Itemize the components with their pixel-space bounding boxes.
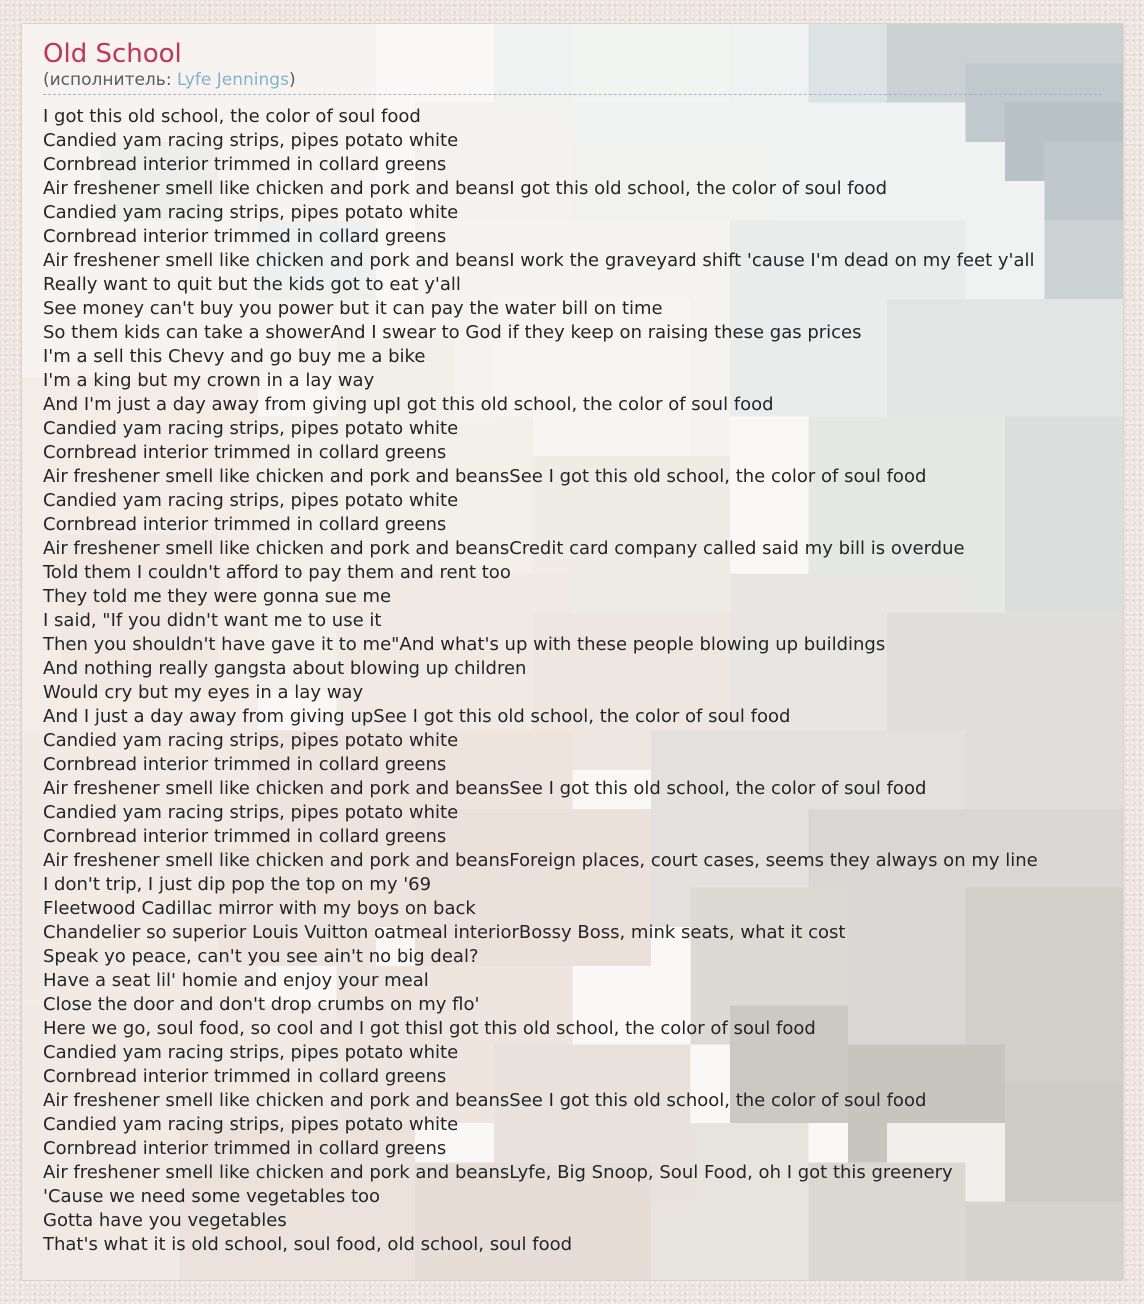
lyric-line: Cornbread interior trimmed in collard greens (43, 514, 447, 535)
lyric-line: Speak yo peace, can't you see ain't no big deal? (43, 946, 479, 967)
lyric-line: Air freshener smell like chicken and pork and beansCredit card company called said my bill is overdue (43, 538, 965, 559)
lyric-line: Air freshener smell like chicken and pork and beansSee I got this old school, the color of soul food (43, 1090, 927, 1111)
lyric-line: I'm a sell this Chevy and go buy me a bike (43, 346, 426, 367)
lyric-line: Then you shouldn't have gave it to me"And what's up with these people blowing up buildings (43, 634, 886, 655)
lyric-line: I said, "If you didn't want me to use it (43, 610, 382, 631)
lyric-line: I don't trip, I just dip pop the top on my '69 (43, 874, 432, 895)
lyric-line: That's what it is old school, soul food, old school, soul food (43, 1234, 573, 1255)
lyric-line: I got this old school, the color of soul food (43, 106, 421, 127)
song-title: Old School (43, 39, 182, 69)
lyric-line: 'Cause we need some vegetables too (43, 1186, 381, 1207)
lyric-line: Cornbread interior trimmed in collard greens (43, 442, 447, 463)
lyric-line: Here we go, soul food, so cool and I got thisI got this old school, the color of soul food (43, 1018, 816, 1039)
lyric-line: And I just a day away from giving upSee I got this old school, the color of soul food (43, 706, 791, 727)
lyric-line: Air freshener smell like chicken and pork and beansLyfe, Big Snoop, Soul Food, oh I got this greenery (43, 1162, 953, 1183)
lyric-line: Gotta have you vegetables (43, 1210, 287, 1231)
lyric-line: I'm a king but my crown in a lay way (43, 370, 375, 391)
lyric-line: Close the door and don't drop crumbs on my flo' (43, 994, 480, 1015)
lyric-line: Candied yam racing strips, pipes potato white (43, 418, 459, 439)
lyric-line: Fleetwood Cadillac mirror with my boys on back (43, 898, 476, 919)
lyric-line: Air freshener smell like chicken and pork and beansForeign places, court cases, seems they always on my line (43, 850, 1038, 871)
lyric-line: Candied yam racing strips, pipes potato white (43, 802, 459, 823)
lyric-line: Candied yam racing strips, pipes potato white (43, 1114, 459, 1135)
lyric-line: Air freshener smell like chicken and pork and beansSee I got this old school, the color of soul food (43, 466, 927, 487)
lyric-line: Candied yam racing strips, pipes potato white (43, 130, 459, 151)
lyric-line: And nothing really gangsta about blowing up children (43, 658, 527, 679)
lyric-line: Cornbread interior trimmed in collard greens (43, 1138, 447, 1159)
lyric-line: Told them I couldn't afford to pay them and rent too (43, 562, 511, 583)
lyric-line: Candied yam racing strips, pipes potato white (43, 730, 459, 751)
artist-line (43, 70, 1102, 95)
lyric-line: Have a seat lil' homie and enjoy your meal (43, 970, 429, 991)
lyric-line: And I'm just a day away from giving upI got this old school, the color of soul food (43, 394, 774, 415)
lyric-line: Cornbread interior trimmed in collard greens (43, 1066, 447, 1087)
lyric-line: Chandelier so superior Louis Vuitton oatmeal interiorBossy Boss, mink seats, what it cost (43, 922, 846, 943)
lyric-line: Candied yam racing strips, pipes potato white (43, 490, 459, 511)
lyric-line: Would cry but my eyes in a lay way (43, 682, 364, 703)
artist-label: (исполнитель: (43, 70, 177, 90)
lyric-line: Cornbread interior trimmed in collard greens (43, 154, 447, 175)
lyric-line: Candied yam racing strips, pipes potato white (43, 1042, 459, 1063)
lyrics-card (21, 23, 1124, 1281)
lyric-line: Cornbread interior trimmed in collard greens (43, 754, 447, 775)
lyric-line: So them kids can take a showerAnd I swear to God if they keep on raising these gas prices (43, 322, 862, 343)
lyric-line: Air freshener smell like chicken and pork and beansI got this old school, the color of soul food (43, 178, 888, 199)
lyric-line: Cornbread interior trimmed in collard greens (43, 826, 447, 847)
lyric-line: Cornbread interior trimmed in collard greens (43, 226, 447, 247)
artist-link[interactable]: Lyfe Jennings (176, 70, 289, 90)
lyric-line: Air freshener smell like chicken and pork and beansSee I got this old school, the color of soul food (43, 778, 927, 799)
lyric-line: Air freshener smell like chicken and pork and beansI work the graveyard shift 'cause I'm dead on my feet y'all (43, 250, 1035, 271)
lyric-line: They told me they were gonna sue me (43, 586, 392, 607)
lyric-line: Really want to quit but the kids got to eat y'all (43, 274, 461, 295)
lyric-line: Candied yam racing strips, pipes potato white (43, 202, 459, 223)
lyric-line: See money can't buy you power but it can pay the water bill on time (43, 298, 663, 319)
card-content (22, 24, 1123, 1257)
artist-label-close: ) (288, 70, 296, 90)
lyrics-text (43, 105, 1102, 1257)
